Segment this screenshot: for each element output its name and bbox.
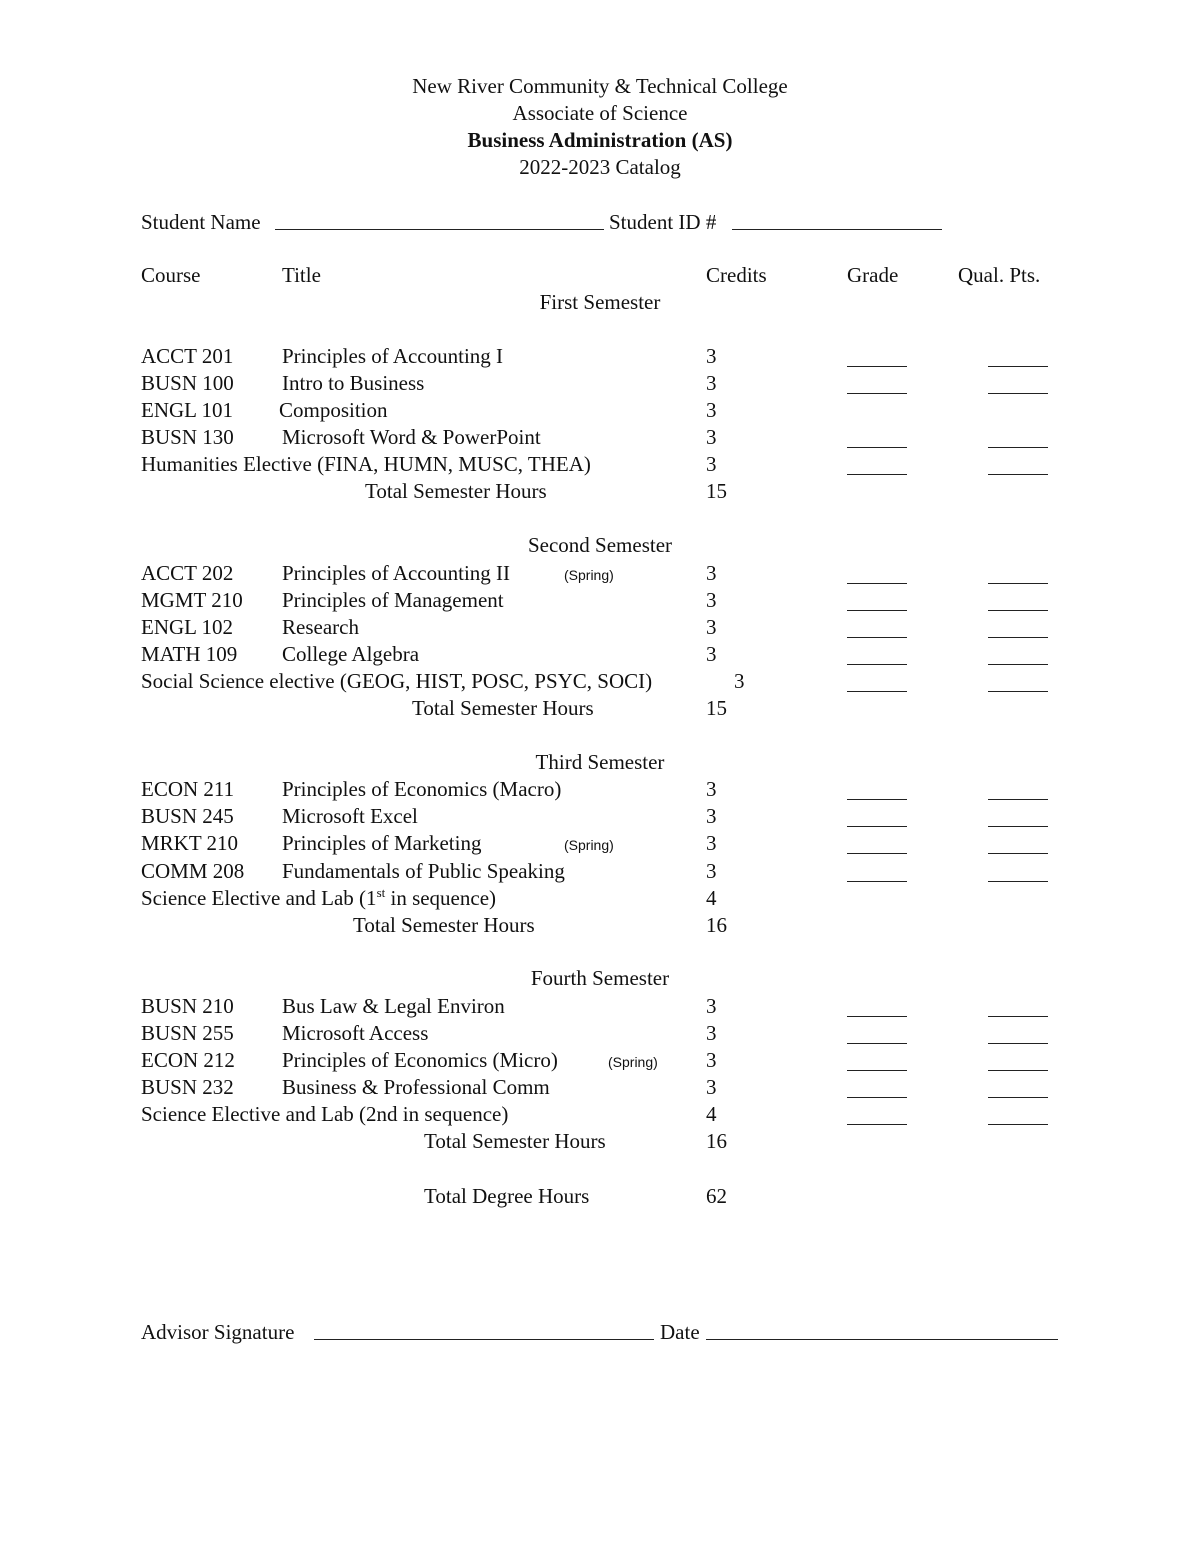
elective-title: Social Science elective (GEOG, HIST, POSC, PSYC, SOCI) bbox=[141, 669, 653, 693]
col-title: Title bbox=[282, 263, 321, 287]
course-code: BUSN 245 bbox=[141, 804, 234, 828]
qual-pts-field[interactable] bbox=[988, 826, 1048, 827]
grade-field[interactable] bbox=[847, 1097, 907, 1098]
semester-total-label: Total Semester Hours bbox=[424, 1129, 606, 1153]
qual-pts-field[interactable] bbox=[988, 853, 1048, 854]
semester-heading: First Semester bbox=[539, 290, 661, 314]
grade-field[interactable] bbox=[847, 881, 907, 882]
course-title: Business & Professional Comm bbox=[282, 1075, 550, 1099]
grade-field[interactable] bbox=[847, 637, 907, 638]
course-credits: 3 bbox=[706, 452, 717, 476]
grade-field[interactable] bbox=[847, 853, 907, 854]
course-code: BUSN 232 bbox=[141, 1075, 234, 1099]
qual-pts-field[interactable] bbox=[988, 1070, 1048, 1071]
course-credits: 3 bbox=[706, 1021, 717, 1045]
course-credits: 3 bbox=[706, 344, 717, 368]
course-code: BUSN 130 bbox=[141, 425, 234, 449]
qual-pts-field[interactable] bbox=[988, 1124, 1048, 1125]
grade-field[interactable] bbox=[847, 691, 907, 692]
qual-pts-field[interactable] bbox=[988, 1097, 1048, 1098]
course-code: MRKT 210 bbox=[141, 831, 239, 855]
degree-total-value: 62 bbox=[706, 1184, 727, 1208]
grade-field[interactable] bbox=[847, 826, 907, 827]
student-name-label: Student Name bbox=[141, 210, 261, 234]
course-title: Composition bbox=[279, 398, 388, 422]
semester-total-label: Total Semester Hours bbox=[412, 696, 594, 720]
course-credits: 3 bbox=[706, 371, 717, 395]
course-credits: 3 bbox=[706, 1075, 717, 1099]
semester-total-label: Total Semester Hours bbox=[353, 913, 535, 937]
course-code: ECON 211 bbox=[141, 777, 235, 801]
course-code: BUSN 255 bbox=[141, 1021, 234, 1045]
course-credits: 3 bbox=[706, 398, 717, 422]
qual-pts-field[interactable] bbox=[988, 637, 1048, 638]
course-note: (Spring) bbox=[564, 567, 614, 583]
elective-title: Science Elective and Lab (2nd in sequence) bbox=[141, 1102, 509, 1126]
grade-field[interactable] bbox=[847, 1043, 907, 1044]
qual-pts-field[interactable] bbox=[988, 610, 1048, 611]
qual-pts-field[interactable] bbox=[988, 691, 1048, 692]
student-name-field[interactable] bbox=[275, 229, 604, 230]
course-credits: 3 bbox=[706, 777, 717, 801]
course-title: Principles of Accounting I bbox=[282, 344, 504, 368]
course-title: Principles of Economics (Micro) bbox=[282, 1048, 558, 1072]
course-title: Research bbox=[282, 615, 359, 639]
qual-pts-field[interactable] bbox=[988, 583, 1048, 584]
advisor-signature-field[interactable] bbox=[314, 1339, 654, 1340]
grade-field[interactable] bbox=[847, 799, 907, 800]
semester-total-label: Total Semester Hours bbox=[365, 479, 547, 503]
course-title: College Algebra bbox=[282, 642, 420, 666]
col-grade: Grade bbox=[847, 263, 899, 287]
qual-pts-field[interactable] bbox=[988, 664, 1048, 665]
course-title: Fundamentals of Public Speaking bbox=[282, 859, 565, 883]
date-label: Date bbox=[660, 1320, 700, 1344]
semester-heading: Second Semester bbox=[527, 533, 673, 557]
qual-pts-field[interactable] bbox=[988, 366, 1048, 367]
course-code: MATH 109 bbox=[141, 642, 238, 666]
semester-heading: Third Semester bbox=[535, 750, 665, 774]
grade-field[interactable] bbox=[847, 1070, 907, 1071]
qual-pts-field[interactable] bbox=[988, 1043, 1048, 1044]
course-credits: 4 bbox=[706, 886, 717, 910]
grade-field[interactable] bbox=[847, 1124, 907, 1125]
col-course: Course bbox=[141, 263, 201, 287]
grade-field[interactable] bbox=[847, 664, 907, 665]
course-credits: 3 bbox=[734, 669, 745, 693]
qual-pts-field[interactable] bbox=[988, 799, 1048, 800]
elective-title: Science Elective and Lab (1st in sequence) bbox=[141, 885, 497, 910]
course-note: (Spring) bbox=[608, 1054, 658, 1070]
semester-heading: Fourth Semester bbox=[530, 966, 670, 990]
grade-field[interactable] bbox=[847, 583, 907, 584]
qual-pts-field[interactable] bbox=[988, 881, 1048, 882]
course-credits: 3 bbox=[706, 642, 717, 666]
course-code: ECON 212 bbox=[141, 1048, 235, 1072]
college-name: New River Community & Technical College bbox=[412, 74, 788, 98]
qual-pts-field[interactable] bbox=[988, 1016, 1048, 1017]
course-note: (Spring) bbox=[564, 837, 614, 853]
degree-type: Associate of Science bbox=[512, 101, 688, 125]
elective-title: Humanities Elective (FINA, HUMN, MUSC, THEA) bbox=[141, 452, 591, 476]
course-title: Bus Law & Legal Environ bbox=[282, 994, 505, 1018]
col-qual-pts: Qual. Pts. bbox=[958, 263, 1041, 287]
course-title: Microsoft Word & PowerPoint bbox=[282, 425, 541, 449]
grade-field[interactable] bbox=[847, 610, 907, 611]
course-code: BUSN 100 bbox=[141, 371, 234, 395]
course-title: Principles of Economics (Macro) bbox=[282, 777, 562, 801]
course-credits: 3 bbox=[706, 804, 717, 828]
catalog-year: 2022-2023 Catalog bbox=[519, 155, 681, 179]
col-credits: Credits bbox=[706, 263, 767, 287]
grade-field[interactable] bbox=[847, 447, 907, 448]
course-title: Principles of Management bbox=[282, 588, 504, 612]
semester-total-value: 15 bbox=[706, 479, 727, 503]
course-code: BUSN 210 bbox=[141, 994, 234, 1018]
course-title: Microsoft Access bbox=[282, 1021, 429, 1045]
course-credits: 4 bbox=[706, 1102, 717, 1126]
course-credits: 3 bbox=[706, 831, 717, 855]
qual-pts-field[interactable] bbox=[988, 393, 1048, 394]
grade-field[interactable] bbox=[847, 393, 907, 394]
degree-total-label: Total Degree Hours bbox=[424, 1184, 590, 1208]
qual-pts-field[interactable] bbox=[988, 474, 1048, 475]
grade-field[interactable] bbox=[847, 474, 907, 475]
course-code: MGMT 210 bbox=[141, 588, 243, 612]
semester-total-value: 16 bbox=[706, 1129, 727, 1153]
student-id-label: Student ID # bbox=[609, 210, 717, 234]
grade-field[interactable] bbox=[847, 1016, 907, 1017]
course-credits: 3 bbox=[706, 1048, 717, 1072]
course-code: ACCT 202 bbox=[141, 561, 234, 585]
course-credits: 3 bbox=[706, 859, 717, 883]
course-title: Principles of Marketing bbox=[282, 831, 482, 855]
course-title: Microsoft Excel bbox=[282, 804, 418, 828]
advisor-signature-label: Advisor Signature bbox=[141, 1320, 295, 1344]
course-credits: 3 bbox=[706, 588, 717, 612]
grade-field[interactable] bbox=[847, 366, 907, 367]
course-code: ENGL 101 bbox=[141, 398, 233, 422]
course-code: ACCT 201 bbox=[141, 344, 234, 368]
course-credits: 3 bbox=[706, 994, 717, 1018]
course-credits: 3 bbox=[706, 425, 717, 449]
semester-total-value: 16 bbox=[706, 913, 727, 937]
program-title: Business Administration (AS) bbox=[467, 128, 733, 152]
student-id-field[interactable] bbox=[732, 229, 942, 230]
course-code: ENGL 102 bbox=[141, 615, 233, 639]
course-title: Intro to Business bbox=[282, 371, 425, 395]
course-credits: 3 bbox=[706, 615, 717, 639]
course-code: COMM 208 bbox=[141, 859, 245, 883]
semester-total-value: 15 bbox=[706, 696, 727, 720]
date-field[interactable] bbox=[706, 1339, 1058, 1340]
course-credits: 3 bbox=[706, 561, 717, 585]
qual-pts-field[interactable] bbox=[988, 447, 1048, 448]
course-title: Principles of Accounting II bbox=[282, 561, 511, 585]
